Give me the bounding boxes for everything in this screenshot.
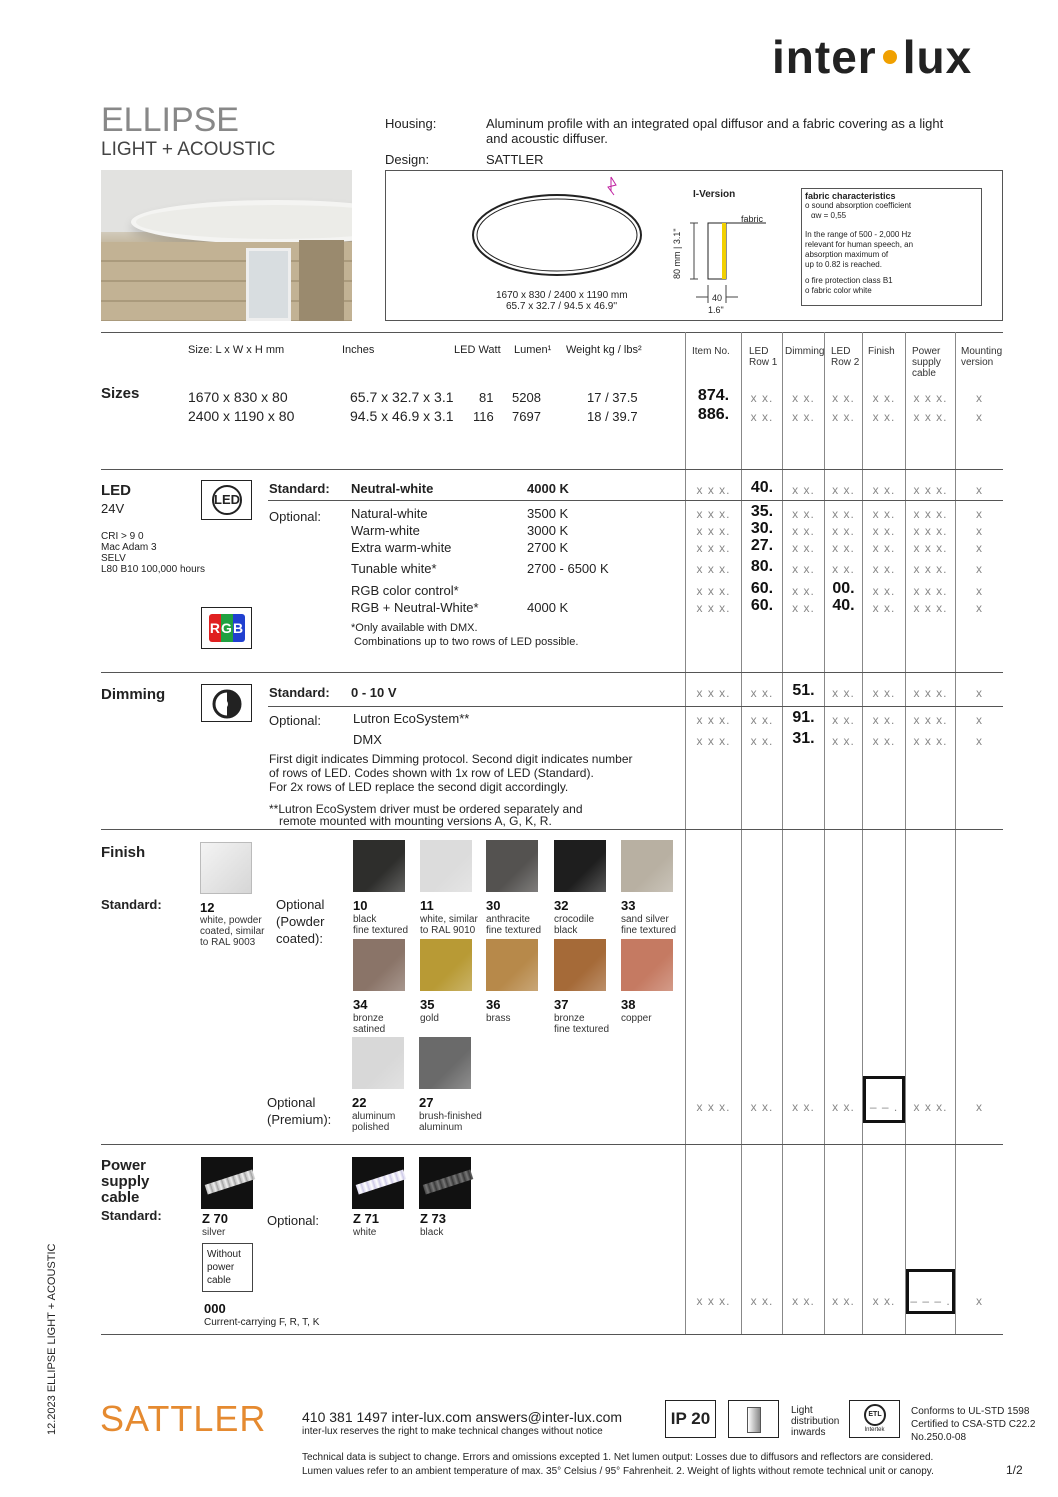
led-option-name: RGB color control* bbox=[351, 583, 459, 598]
header-lumen: Lumen¹ bbox=[514, 344, 552, 356]
header-mounting: Mounting version bbox=[961, 346, 1003, 368]
code-finish: x x. bbox=[872, 524, 896, 538]
code-led-row2: x x. bbox=[832, 1294, 855, 1308]
without-cable-box: Without power cable bbox=[202, 1243, 253, 1292]
code-item: x x x. bbox=[696, 1294, 731, 1308]
finish-swatch-35 bbox=[420, 939, 472, 991]
code-item: x x x. bbox=[696, 713, 731, 727]
size-in: 65.7 x 32.7 x 3.1 bbox=[350, 389, 454, 405]
code-psc: x x x. bbox=[913, 483, 948, 497]
finish-swatch-desc: black fine textured bbox=[353, 914, 409, 936]
code-led-row1: x x. bbox=[750, 713, 774, 727]
side-label: 12.2023 ELLIPSE LIGHT + ACOUSTIC bbox=[46, 1243, 58, 1435]
finish-swatch-desc: brass bbox=[486, 1013, 511, 1024]
code-psc: x x x. bbox=[913, 391, 948, 405]
code-item: x x x. bbox=[696, 601, 731, 615]
code-finish: x x. bbox=[872, 507, 896, 521]
code-item: x x x. bbox=[696, 584, 731, 598]
cable-swatch-white bbox=[352, 1157, 404, 1209]
code-psc: x x x. bbox=[913, 584, 948, 598]
code-led-row2: x x. bbox=[832, 713, 855, 727]
finish-swatch-desc: aluminum polished bbox=[352, 1111, 396, 1133]
code-dimming-option: 91. bbox=[792, 709, 815, 726]
cable-swatch-silver bbox=[201, 1157, 253, 1209]
finish-swatch-desc: gold bbox=[420, 1013, 439, 1024]
psc-option-num: Z 71 bbox=[353, 1211, 380, 1226]
code-dimming: x x. bbox=[792, 410, 815, 424]
code-psc: x x x. bbox=[913, 601, 948, 615]
finish-swatch-27 bbox=[419, 1037, 471, 1089]
fc-line: In the range of 500 - 2,000 Hz bbox=[805, 230, 912, 239]
finish-swatch-desc: sand silver fine textured bbox=[621, 914, 677, 936]
header-power-supply-cable: Power supply cable bbox=[912, 346, 941, 379]
code-led-row2: x x. bbox=[832, 1100, 855, 1114]
etl-certification-icon: ETL Intertek bbox=[849, 1400, 900, 1438]
code-mount: x bbox=[976, 713, 983, 727]
led-option-temp: 3000 K bbox=[527, 523, 569, 538]
finish-swatch-30 bbox=[486, 840, 538, 892]
brand-right: lux bbox=[902, 31, 973, 83]
size-watt: 81 bbox=[479, 390, 494, 405]
cable-swatch-black bbox=[419, 1157, 471, 1209]
code-item: x x x. bbox=[696, 541, 731, 555]
code-mount: x bbox=[976, 483, 983, 497]
item-number: 886. bbox=[697, 406, 730, 423]
code-mount: x bbox=[976, 391, 983, 405]
header-watt: LED Watt bbox=[454, 344, 501, 356]
header-finish: Finish bbox=[868, 346, 895, 357]
header-size: Size: L x W x H mm bbox=[188, 344, 285, 356]
code-led-row2-option: 00. bbox=[832, 580, 855, 597]
code-psc: x x x. bbox=[913, 1100, 948, 1114]
finish-swatch-num: 32 bbox=[554, 898, 569, 913]
size-watt: 116 bbox=[473, 409, 494, 424]
finish-swatch-num: 33 bbox=[621, 898, 636, 913]
finish-swatch-desc: bronze satined bbox=[353, 1013, 386, 1035]
code-mount: x bbox=[976, 562, 983, 576]
code-led-row1-option: 60. bbox=[750, 597, 774, 614]
code-led-row2: x x. bbox=[832, 541, 855, 555]
code-finish: x x. bbox=[872, 734, 896, 748]
header-item: Item No. bbox=[692, 346, 730, 357]
brand-dot-icon bbox=[883, 50, 897, 64]
led-option-temp: 2700 - 6500 K bbox=[527, 561, 609, 576]
finish-swatch-desc: white, similar to RAL 9010 bbox=[420, 914, 478, 936]
code-led-row1: x x. bbox=[750, 734, 774, 748]
finish-swatch-num: 10 bbox=[353, 898, 368, 913]
code-finish: x x. bbox=[872, 1294, 896, 1308]
led-note-2: Combinations up to two rows of LED possible. bbox=[354, 636, 579, 648]
finish-swatch-33 bbox=[621, 840, 673, 892]
led-option-name: RGB + Neutral-White* bbox=[351, 600, 479, 615]
footer-rights: inter-lux reserves the right to make technical changes without notice bbox=[302, 1426, 603, 1437]
psc-none-text: Current-carrying F, R, T, K bbox=[204, 1317, 320, 1328]
code-led-row1: x x. bbox=[750, 686, 774, 700]
code-finish: x x. bbox=[872, 541, 896, 555]
code-item: x x x. bbox=[696, 686, 731, 700]
fc-line: absorption maximum of bbox=[805, 250, 889, 259]
finish-optional-label: Optional (Powder coated): bbox=[276, 897, 325, 946]
code-led-row1-option: 30. bbox=[750, 520, 774, 537]
finish-swatch-num: 35 bbox=[420, 997, 435, 1012]
code-finish: x x. bbox=[872, 686, 896, 700]
code-led-row2: x x. bbox=[832, 507, 855, 521]
code-finish: x x. bbox=[872, 410, 896, 424]
code-led-row1: x x. bbox=[750, 391, 774, 405]
code-finish: x x. bbox=[872, 601, 896, 615]
code-led-row1-standard: 40. bbox=[750, 479, 774, 496]
dimming-note: **Lutron EcoSystem driver must be ordered separately and bbox=[269, 802, 583, 816]
psc-option-desc: white bbox=[353, 1227, 377, 1238]
code-dimming: x x. bbox=[792, 483, 815, 497]
page-number: 1/2 bbox=[1006, 1463, 1023, 1477]
fc-line: relevant for human speech, an bbox=[805, 240, 914, 249]
diagram-height: 80 mm | 3.1" bbox=[672, 228, 682, 279]
code-led-row2: x x. bbox=[832, 562, 855, 576]
code-dimming: x x. bbox=[792, 507, 815, 521]
code-item: x x x. bbox=[696, 524, 731, 538]
code-led-row1: x x. bbox=[750, 1100, 774, 1114]
fc-line: αw = 0,55 bbox=[811, 211, 847, 220]
light-distribution-label: Light distribution inwards bbox=[791, 1405, 840, 1438]
design-text: SATTLER bbox=[486, 152, 544, 167]
code-item: x x x. bbox=[696, 1100, 731, 1114]
finish-swatch-num: 22 bbox=[352, 1095, 367, 1110]
size-lumen: 5208 bbox=[512, 390, 541, 405]
led-note-1: *Only available with DMX. bbox=[351, 622, 478, 634]
code-mount: x bbox=[976, 601, 983, 615]
code-psc: x x x. bbox=[913, 713, 948, 727]
finish-swatch-desc: brush-finished aluminum bbox=[419, 1111, 482, 1133]
code-mount: x bbox=[976, 1100, 983, 1114]
dimming-option-name: Lutron EcoSystem** bbox=[353, 711, 470, 726]
code-led-row1: x x. bbox=[750, 410, 774, 424]
design-label: Design: bbox=[385, 152, 430, 167]
led-option-temp: 2700 K bbox=[527, 540, 569, 555]
dimming-standard: 0 - 10 V bbox=[351, 685, 397, 700]
code-psc: x x x. bbox=[913, 410, 948, 424]
dimming-note: For 2x rows of LED replace the second digit accordingly. bbox=[269, 780, 569, 794]
led-spec: CRI > 9 0 bbox=[101, 531, 144, 542]
led-option-name: Natural-white bbox=[351, 506, 428, 521]
diagram-dims-1: 1670 x 830 / 2400 x 1190 mm bbox=[496, 290, 628, 301]
code-dimming: x x. bbox=[792, 541, 815, 555]
finish-swatch-32 bbox=[554, 840, 606, 892]
brand-left: inter bbox=[772, 31, 877, 83]
led-optional-label: Optional: bbox=[269, 509, 322, 524]
dimming-label: Dimming bbox=[101, 686, 166, 703]
finish-premium-label: Optional (Premium): bbox=[267, 1095, 332, 1127]
ip-rating-badge: IP 20 bbox=[665, 1400, 716, 1438]
finish-swatch-34 bbox=[353, 939, 405, 991]
finish-standard-label: Standard: bbox=[101, 897, 162, 912]
code-dimming: x x. bbox=[792, 601, 815, 615]
led-option-temp: 3500 K bbox=[527, 506, 569, 521]
led-standard-name: Neutral-white bbox=[351, 481, 434, 496]
code-finish: x x. bbox=[872, 713, 896, 727]
psc-standard-label: Standard: bbox=[101, 1208, 162, 1223]
fc-title: fabric characteristics bbox=[805, 191, 896, 201]
code-psc: x x x. bbox=[913, 541, 948, 555]
footer-note: Technical data is subject to change. Errors and omissions excepted 1. Net lumen output: Losses due to diffusors and reflectors are considered. bbox=[302, 1452, 934, 1463]
finish-standard-num: 12 bbox=[200, 900, 215, 915]
led-standard-label: Standard: bbox=[269, 481, 330, 496]
psc-option-num: Z 73 bbox=[420, 1211, 447, 1226]
code-dimming: x x. bbox=[792, 1100, 815, 1114]
code-dimming: x x. bbox=[792, 524, 815, 538]
diagram-dims-2: 65.7 x 32.7 / 94.5 x 46.9'' bbox=[506, 301, 618, 312]
code-led-row1-option: 27. bbox=[750, 537, 774, 554]
code-item: x x x. bbox=[696, 734, 731, 748]
footer-note: Lumen values refer to an ambient temperature of max. 35° Celsius / 95° Fahrenheit. 2. Weight of lights without remote technical unit or canopy. bbox=[302, 1466, 934, 1477]
diagram-width-in: 1.6" bbox=[708, 305, 724, 315]
led-volt: 24V bbox=[101, 501, 125, 516]
fabric-characteristics-box bbox=[801, 188, 982, 306]
size-in: 94.5 x 46.9 x 3.1 bbox=[350, 408, 454, 424]
led-standard-temp: 4000 K bbox=[527, 481, 569, 496]
code-mount: x bbox=[976, 734, 983, 748]
code-led-row2: x x. bbox=[832, 483, 855, 497]
code-finish: x x. bbox=[872, 562, 896, 576]
dimming-standard-label: Standard: bbox=[269, 685, 330, 700]
code-psc: x x x. bbox=[913, 734, 948, 748]
code-psc: x x x. bbox=[913, 562, 948, 576]
dimming-option-name: DMX bbox=[353, 732, 382, 747]
led-label: LED bbox=[101, 482, 131, 499]
housing-text-1: Aluminum profile with an integrated opal diffusor and a fabric covering as a light bbox=[486, 116, 944, 131]
code-dimming: x x. bbox=[792, 391, 815, 405]
rgb-icon: RGB bbox=[201, 607, 252, 649]
psc-option-desc: black bbox=[420, 1227, 444, 1238]
code-dimming: x x. bbox=[792, 1294, 815, 1308]
led-spec: L80 B10 100,000 hours bbox=[101, 564, 205, 575]
code-led-row2: x x. bbox=[832, 410, 855, 424]
code-item: x x x. bbox=[696, 507, 731, 521]
sattler-logo: SATTLER bbox=[100, 1398, 267, 1439]
item-number: 874. bbox=[697, 387, 730, 404]
code-mount: x bbox=[976, 410, 983, 424]
sizes-label: Sizes bbox=[101, 385, 140, 402]
fc-line: o fire protection class B1 bbox=[805, 276, 893, 285]
psc-standard-desc: silver bbox=[202, 1227, 226, 1238]
led-option-name: Warm-white bbox=[351, 523, 420, 538]
diagram-fabric: fabric bbox=[741, 214, 764, 224]
finish-swatch-num: 27 bbox=[419, 1095, 434, 1110]
code-led-row1-option: 60. bbox=[750, 580, 774, 597]
led-spec: SELV bbox=[101, 553, 126, 564]
page-subtitle: LIGHT + ACOUSTIC bbox=[101, 139, 276, 160]
dimming-note: remote mounted with mounting versions A, G, K, R. bbox=[279, 814, 552, 828]
diagram-width-mm: 40 bbox=[712, 293, 723, 303]
psc-label: Power supply cable bbox=[101, 1157, 150, 1206]
footer-contact: 410 381 1497 inter-lux.com answers@inter-lux.com bbox=[302, 1409, 623, 1425]
technical-diagram bbox=[385, 170, 1003, 321]
code-item: x x x. bbox=[696, 562, 731, 576]
led-option-temp: 4000 K bbox=[527, 600, 569, 615]
led-option-name: Tunable white* bbox=[351, 561, 437, 576]
code-mount: x bbox=[976, 541, 983, 555]
finish-swatch-standard bbox=[200, 842, 252, 894]
code-item: x x x. bbox=[696, 483, 731, 497]
code-dimming: x x. bbox=[792, 584, 815, 598]
code-dimming: x x. bbox=[792, 562, 815, 576]
fc-line: o sound absorption coefficient bbox=[805, 201, 912, 210]
finish-swatch-desc: anthracite fine textured bbox=[486, 914, 542, 936]
header-led-row2: LED Row 2 bbox=[831, 346, 860, 368]
housing-text-2: and acoustic diffuser. bbox=[486, 131, 608, 146]
finish-standard-desc: white, powder coated, similar to RAL 9003 bbox=[200, 915, 265, 948]
led-spec: Mac Adam 3 bbox=[101, 542, 157, 553]
certifications: Conforms to UL-STD 1598 Certified to CSA-STD C22.2 No.250.0-08 bbox=[911, 1406, 1036, 1443]
code-dimming-option: 31. bbox=[792, 730, 815, 747]
code-psc: x x x. bbox=[913, 686, 948, 700]
housing-label: Housing: bbox=[385, 116, 437, 131]
finish-label: Finish bbox=[101, 844, 146, 861]
led-option-name: Extra warm-white bbox=[351, 540, 452, 555]
finish-swatch-11 bbox=[420, 840, 472, 892]
psc-none-num: 000 bbox=[204, 1301, 226, 1316]
code-psc: x x x. bbox=[913, 507, 948, 521]
code-led-row2-option: 40. bbox=[832, 597, 855, 614]
code-led-row2: x x. bbox=[832, 686, 855, 700]
finish-swatch-22 bbox=[352, 1037, 404, 1089]
psc-standard-num: Z 70 bbox=[202, 1211, 229, 1226]
finish-swatch-38 bbox=[621, 939, 673, 991]
code-psc: x x x. bbox=[913, 524, 948, 538]
code-mount: x bbox=[976, 584, 983, 598]
finish-swatch-num: 11 bbox=[420, 898, 434, 913]
brand-logo bbox=[772, 30, 972, 84]
code-led-row2: x x. bbox=[832, 524, 855, 538]
finish-swatch-desc: copper bbox=[621, 1013, 652, 1024]
product-photo bbox=[101, 170, 352, 321]
header-weight: Weight kg / lbs² bbox=[566, 344, 642, 356]
fc-line: o fabric color white bbox=[805, 286, 872, 295]
finish-swatch-num: 37 bbox=[554, 997, 569, 1012]
code-mount: x bbox=[976, 1294, 983, 1308]
dimming-icon bbox=[201, 684, 252, 722]
finish-swatch-37 bbox=[554, 939, 606, 991]
psc-optional-label: Optional: bbox=[267, 1213, 320, 1228]
led-icon: LED bbox=[201, 480, 252, 520]
code-led-row1-option: 35. bbox=[750, 503, 774, 520]
header-dimming: Dimming bbox=[785, 346, 825, 357]
code-mount: x bbox=[976, 507, 983, 521]
dimming-note: First digit indicates Dimming protocol. Second digit indicates number bbox=[269, 752, 633, 766]
code-finish: x x. bbox=[872, 391, 896, 405]
code-finish: x x. bbox=[872, 483, 896, 497]
dimming-optional-label: Optional: bbox=[269, 713, 322, 728]
code-led-row1-option: 80. bbox=[750, 558, 774, 575]
code-finish: – – . bbox=[869, 1100, 899, 1114]
fc-line: up to 0.82 is reached. bbox=[805, 260, 882, 269]
finish-swatch-num: 36 bbox=[486, 997, 501, 1012]
light-distribution-icon bbox=[728, 1400, 779, 1438]
size-weight: 17 / 37.5 bbox=[587, 390, 638, 405]
code-mount: x bbox=[976, 524, 983, 538]
code-finish: x x. bbox=[872, 584, 896, 598]
dimming-note: of rows of LED. Codes shown with 1x row of LED (Standard). bbox=[269, 766, 594, 780]
finish-swatch-num: 30 bbox=[486, 898, 501, 913]
header-led-row1: LED Row 1 bbox=[749, 346, 778, 368]
code-mount: x bbox=[976, 686, 983, 700]
page-title: ELLIPSE bbox=[101, 101, 239, 139]
size-mm: 1670 x 830 x 80 bbox=[188, 389, 288, 405]
code-dimming-standard: 51. bbox=[792, 682, 815, 699]
diagram-version: I-Version bbox=[693, 189, 736, 200]
code-led-row2: x x. bbox=[832, 391, 855, 405]
finish-swatch-desc: bronze fine textured bbox=[554, 1013, 610, 1035]
code-led-row2: x x. bbox=[832, 734, 855, 748]
header-inches: Inches bbox=[342, 344, 375, 356]
finish-swatch-10 bbox=[353, 840, 405, 892]
finish-swatch-num: 34 bbox=[353, 997, 368, 1012]
size-mm: 2400 x 1190 x 80 bbox=[188, 408, 295, 424]
size-lumen: 7697 bbox=[512, 409, 541, 424]
finish-swatch-num: 38 bbox=[621, 997, 636, 1012]
size-weight: 18 / 39.7 bbox=[587, 409, 638, 424]
code-led-row1: x x. bbox=[750, 1294, 774, 1308]
finish-swatch-36 bbox=[486, 939, 538, 991]
code-psc: – – – . bbox=[910, 1294, 951, 1308]
finish-swatch-desc: crocodile black bbox=[554, 914, 595, 936]
